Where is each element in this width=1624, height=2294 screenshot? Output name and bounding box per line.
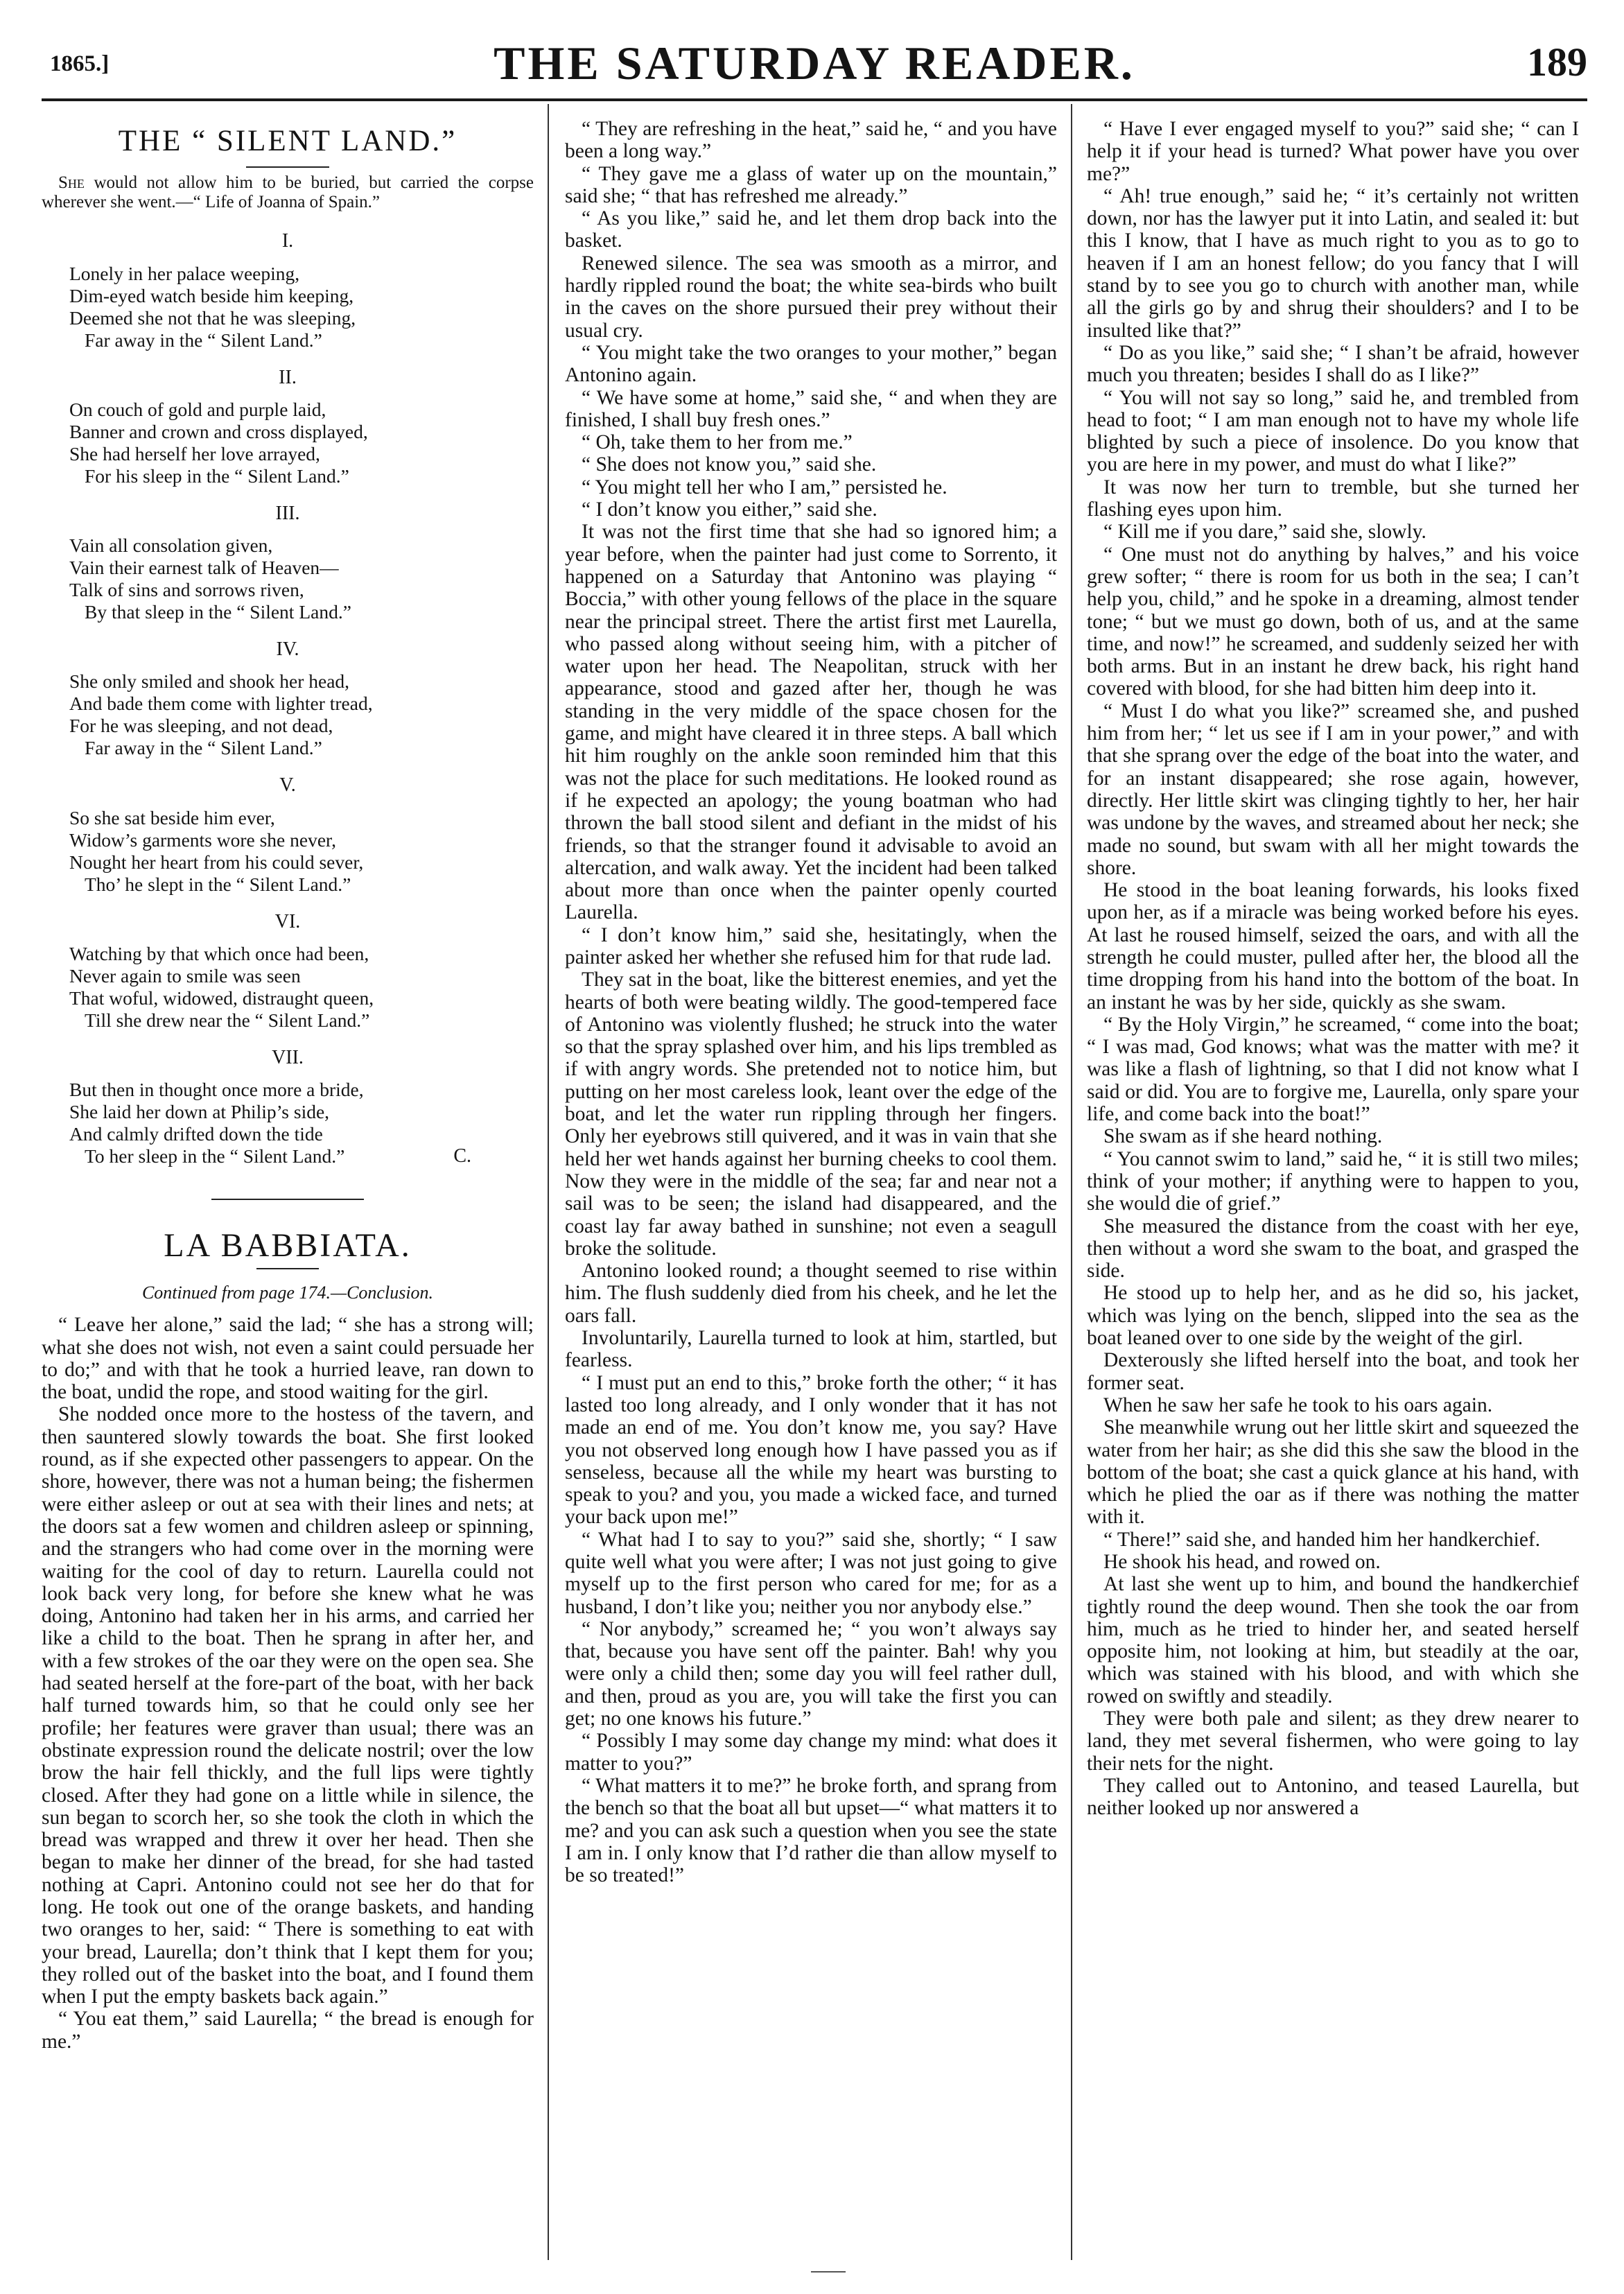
story-body-col2: [565, 118, 1057, 1886]
story-paragraph: “ We have some at home,” said she, “ and when they are finished, I shall buy fresh ones.”: [565, 386, 1057, 431]
poem-line: That woful, widowed, distraught queen,: [69, 987, 374, 1009]
poem-line: For his sleep in the “ Silent Land.”: [85, 464, 349, 487]
poem-line: Tho’ he slept in the “ Silent Land.”: [85, 873, 351, 895]
poem-line: Nought her heart from his could sever,: [69, 851, 364, 873]
story-paragraph: It was now her turn to tremble, but she turned her flashing eyes upon him.: [1087, 476, 1579, 521]
header-rule: [42, 98, 1587, 101]
column-2: [565, 118, 1057, 2274]
poem-stanzas: [42, 230, 534, 1167]
story-paragraph: “ She does not know you,” said she.: [582, 453, 877, 476]
story-paragraph: “ I don’t know him,” said she, hesitatingly, when the painter asked her whether she refused him for that rude lad.: [565, 923, 1057, 968]
poem-line: Vain their earnest talk of Heaven—: [69, 557, 339, 579]
story-paragraph: “ Nor anybody,” screamed he; “ you won’t always say that, because you have sent off the painter. Bah! why you were only a child then; some day you will feel rather dull, and then, proud as you are, you will take the first you can get; no one knows his future.”: [565, 1617, 1057, 1730]
poem-line: Deemed she not that he was sleeping,: [69, 306, 356, 329]
story-paragraph: He stood in the boat leaning forwards, his looks fixed upon her, as if a miracle was being worked before his eyes. At last he roused himself, seized the oars, and with all the strength he could muster, pulled after her, the blood all the time dropping from his hand into the bottom of the boat. In an instant he was by her side, quickly as she swam.: [1087, 879, 1579, 1014]
story-paragraph: Dexterously she lifted herself into the boat, and took her former seat.: [1087, 1349, 1579, 1394]
poem-line: To her sleep in the “ Silent Land.”: [85, 1145, 345, 1167]
poem-line: Far away in the “ Silent Land.”: [85, 329, 322, 351]
story-paragraph: “ You eat them,” said Laurella; “ the bread is enough for me.”: [42, 2008, 534, 2053]
story-body-col1: [42, 1314, 534, 2053]
story-paragraph: “ They gave me a glass of water up on the mountain,” said she; “ that has refreshed me already.”: [565, 162, 1057, 207]
story-paragraph: “ What matters it to me?” he broke forth, and sprang from the bench so that the boat all but upset—“ what matters it to me? and you can ask such a question when you see the state I am in. I only know that I’d rather die than allow myself to be so treated!”: [565, 1774, 1057, 1887]
section-rule: [211, 1199, 364, 1200]
story-paragraph: At last she went up to him, and bound the handkerchief tightly round the deep wound. Then she took the oar from him, much as he tried to hinder her, and seated herself opposite him, not looking at him, but steadily at the oar, which was stained with his blood, and with which she rowed on swiftly and steadily.: [1087, 1573, 1579, 1708]
story-paragraph: “ Do as you like,” said she; “ I shan’t be afraid, however much you threaten; besides I shall do as I like?”: [1087, 341, 1579, 387]
story-paragraph: She measured the distance from the coast with her eye, then without a word she swam to the boat, and grasped the side.: [1087, 1215, 1579, 1283]
poem-line: For he was sleeping, and not dead,: [69, 715, 333, 737]
stanza-numeral: I.: [281, 230, 294, 252]
stanza: [42, 670, 534, 759]
stanza-numeral: IV.: [276, 638, 299, 661]
story-paragraph: Involuntarily, Laurella turned to look at him, startled, but fearless.: [565, 1327, 1057, 1372]
story-title: LA BABBIATA.: [164, 1226, 412, 1264]
story-paragraph: “ As you like,” said he, and let them drop back into the basket.: [565, 207, 1057, 252]
story-paragraph: She meanwhile wrung out her little skirt and squeezed the water from her hair; as she did this she saw the blood in the bottom of the boat; she cast a quick glance at his hand, with which he plied the oar as if there was nothing the matter with it.: [1087, 1416, 1579, 1529]
page-header: [42, 33, 1587, 99]
story-paragraph: “ I must put an end to this,” broke forth the other; “ it has lasted too long already, and I only wonder that it has not made an end of me. You don’t know me, you say? Have you not observed long enough how I have passed you as if senseless, because all the while my heart was bursting to speak to you? and you, you made a wicked face, and turned your back upon me!”: [565, 1371, 1057, 1529]
header-year: 1865.]: [50, 51, 110, 76]
poem-line: She laid her down at Philip’s side,: [69, 1101, 330, 1123]
story-paragraph: She nodded once more to the hostess of the tavern, and then sauntered slowly towards the boat. She first looked round, as if she expected other passengers to appear. On the shore, however, there was not a human being; the fishermen were either asleep or out at sea with their lines and nets; at the doors sat a few women and children asleep or spinning, and the strangers who had come over in the morning were waiting for the cool of day to return. Laurella could not look back very long, for before she knew what he was doing, Antonino had taken her in his arms, and carried her like a child to the boat. Then he sprang in after her, and with a few strokes of the oar they were on the open sea. She had seated herself at the fore-part of the boat, with her back half turned towards him, so that he could only see her profile; her features were graver than usual; there was an obstinate expression round the delicate nostril; over the low brow the hair fell thickly, and the full lips were tightly closed. After they had gone on a little while in silence, the sun began to scorch her, so she took the cloth in which the bread was wrapped and threw it over her head. Then she began to make her dinner of the bread, for she had tasted nothing at Capri. Antonino could not see her do that for long. He took out one of the orange baskets, and handing two oranges to her, said: “ There is something to eat with your bread, Laurella; don’t think that I kept them for you; they rolled out of the basket into the boat, and I found them when I put the empty baskets back again.”: [42, 1403, 534, 2008]
poem-signature: C.: [453, 1145, 471, 1167]
poem-title: THE “ SILENT LAND.”: [118, 125, 457, 157]
title-rule: [246, 166, 329, 168]
story-paragraph: He shook his head, and rowed on.: [1103, 1551, 1381, 1573]
story-paragraph: “ By the Holy Virgin,” he screamed, “ come into the boat; “ I was mad, God knows; what was the matter with me? it was like a flash of lightning, so that I did not know what I said or did. You are to forgive me, Laurella, only spare your life, and come back into the boat!”: [1087, 1013, 1579, 1126]
stanza-numeral: II.: [279, 366, 297, 388]
masthead-title: THE SATURDAY READER.: [494, 37, 1135, 89]
poem-line: But then in thought once more a bride,: [69, 1079, 364, 1101]
story-paragraph: “ Have I ever engaged myself to you?” said she; “ can I help it if your head is turned? What power have you over me?”: [1087, 118, 1579, 185]
story-paragraph: They sat in the boat, like the bitterest enemies, and yet the hearts of both were beating wildly. The good-tempered face of Antonino was violently flushed; he struck into the water so that the spray splashed over him, and his lips trembled as if with angry words. She pretended not to notice him, but putting on her most careless look, leant over the edge of the boat, and let the water run rippling through her fingers. Only her eyebrows still quivered, and it was in vain that she held her wet hands against her burning cheeks to cool them. Now they were in the middle of the sea; far and near not a sail was to be seen; the island had disappeared, and the coast lay far away bathed in sunshine; not even a seagull broke the solitude.: [565, 968, 1057, 1260]
epigraph-first-word: She: [58, 173, 85, 193]
story-paragraph: “ You will not say so long,” said he, and trembled from head to foot; “ I am man enough not to have my whole life blighted by such a piece of insolence. Do you know that you are here in my power, and must do what I like?”: [1087, 386, 1579, 476]
poem-line: And bade them come with lighter tread,: [69, 693, 373, 715]
poem-line: Vain all consolation given,: [69, 535, 273, 557]
stanza-numeral: VII.: [272, 1047, 304, 1069]
story-paragraph: It was not the first time that she had so ignored him; a year before, when the painter had just come to Sorrento, it happened on a Saturday that Antonino was playing “ Boccia,” with other young fellows of the place in the square near the principal street. There the artist first met Laurella, who passed along without seeing him, with a pitcher of water upon her head. The Neapolitan, struck with her appearance, stood and gazed after her, though he was standing in the very middle of the space chosen for the game, and might have cleared it in three steps. A ball which hit him roughly on the ankle soon reminded him that this was not the place for such meditations. He looked round as if he expected an apology; the young boatman who had thrown the ball stood silent and defiant in the midst of his friends, so that the stranger found it advisable to avoid an altercation, and walk away. Yet the incident had been talked about more than once when the painter openly courted Laurella.: [565, 521, 1057, 924]
epigraph-text: would not allow him to be buried, but carried the corpse wherever she went.—“ Life of Joanna of Spain.”: [42, 173, 534, 212]
poem-line: Lonely in her palace weeping,: [69, 262, 300, 284]
story-paragraph: “ You might tell her who I am,” persisted he.: [582, 476, 948, 498]
poem-line: She only smiled and shook her head,: [69, 670, 350, 693]
story-paragraph: “ Must I do what you like?” screamed she, and pushed him from her; “ let us see if I am in your power,” and with that she sprang over the edge of the boat into the water, and for an instant disappeared; she rose again, however, directly. Her little skirt was clinging tightly to her, her hair was undone by the waves, and streamed about her neck; she made no sound, but swam with all her might towards the shore.: [1087, 700, 1579, 879]
poem-line: So she sat beside him ever,: [69, 806, 275, 828]
story-paragraph: “ Kill me if you dare,” said she, slowly.: [1103, 521, 1426, 544]
page-number: 189: [1527, 40, 1587, 85]
story-paragraph: He stood up to help her, and as he did so, his jacket, which was lying on the bench, slipped into the sea as the boat leaned over to one side by the weight of the girl.: [1087, 1282, 1579, 1350]
story-paragraph: “ Possibly I may some day change my mind: what does it matter to you?”: [565, 1730, 1057, 1775]
story-paragraph: “ Ah! true enough,” said he; “ it’s certainly not written down, nor has the lawyer put it into Latin, and sealed it: but this I know, that I have as much right to you as to go to heaven if I am an honest fellow; do you fancy that I will stand by to see you go to church with another man, while all the girls go by and shrug their shoulders? and I to be insulted like that?”: [1087, 184, 1579, 342]
continued-note: Continued from page 174.—Conclusion.: [141, 1282, 434, 1303]
story-paragraph: “ They are refreshing in the heat,” said he, “ and you have been a long way.”: [565, 118, 1057, 163]
footer-mark: [811, 2271, 846, 2273]
column-1: [42, 118, 534, 2274]
poem-epigraph: [42, 173, 534, 212]
column-divider: [1071, 104, 1072, 2260]
story-paragraph: Antonino looked round; a thought seemed to rise within him. The flush suddenly died from his cheek, and he let the oars fall.: [565, 1260, 1057, 1327]
column-divider: [548, 104, 549, 2260]
story-paragraph: “ One must not do anything by halves,” and his voice grew softer; “ there is room for us both in the sea; I can’t help you, child,” and he spoke in a dreaming, almost tender tone; “ but we must go down, both of us, and at the same time, and now!” he screamed, and suddenly seized her with both arms. But in an instant he drew back, his right hand covered with blood, for she had bitten him deep into it.: [1087, 543, 1579, 700]
story-body-col3: [1087, 118, 1579, 1820]
poem-line: She had herself her love arrayed,: [69, 442, 320, 464]
poem-line: Far away in the “ Silent Land.”: [85, 737, 322, 759]
story-title-rule: [256, 1268, 319, 1269]
poem-line: And calmly drifted down the tide: [69, 1123, 323, 1145]
stanza: [42, 399, 534, 487]
stanza: [42, 943, 534, 1032]
stanza: [42, 263, 534, 351]
story-paragraph: They were both pale and silent; as they drew nearer to land, they met several fishermen, who were going to lay their nets for the night.: [1087, 1708, 1579, 1775]
stanza-numeral: VI.: [274, 910, 301, 932]
stanza: [42, 535, 534, 623]
story-paragraph: “ What had I to say to you?” said she, shortly; “ I saw quite well what you were after; I was not just going to give myself up to the first person who cared for me; for as a husband, I don’t like you; neither you nor anybody else.”: [565, 1528, 1057, 1618]
story-paragraph: They called out to Antonino, and teased Laurella, but neither looked up nor answered a: [1087, 1774, 1579, 1820]
poem-line: Dim-eyed watch beside him keeping,: [69, 284, 354, 306]
poem-line: Talk of sins and sorrows riven,: [69, 579, 304, 601]
poem-line: Never again to smile was seen: [69, 965, 301, 987]
story-paragraph: “ Leave her alone,” said the lad; “ she has a strong will; what she does not wish, not even a saint could persuade her to do;” and with that he took a hurried leave, ran down to the boat, undid the rope, and stood waiting for the girl.: [42, 1314, 534, 1404]
stanza-numeral: V.: [279, 774, 296, 797]
poem-line: Watching by that which once had been,: [69, 943, 369, 965]
poem-line: Banner and crown and cross displayed,: [69, 420, 368, 442]
poem-line: Widow’s garments wore she never,: [69, 828, 336, 851]
story-paragraph: “ You cannot swim to land,” said he, “ it is still two miles; think of your mother; if anything were to happen to you, she would die of grief.”: [1087, 1147, 1579, 1215]
poem-line: Till she drew near the “ Silent Land.”: [85, 1009, 370, 1032]
column-3: [1087, 118, 1579, 2274]
story-paragraph: Renewed silence. The sea was smooth as a mirror, and hardly rippled round the boat; the white sea-birds who built in the caves on the shore pursued their prey without their usual cry.: [565, 252, 1057, 342]
story-paragraph: “ There!” said she, and handed him her handkerchief.: [1103, 1528, 1541, 1551]
story-paragraph: “ You might take the two oranges to your mother,” began Antonino again.: [565, 341, 1057, 387]
story-paragraph: “ I don’t know you either,” said she.: [582, 498, 878, 521]
poem-line: On couch of gold and purple laid,: [69, 398, 326, 420]
story-paragraph: When he saw her safe he took to his oars again.: [1103, 1393, 1493, 1416]
story-paragraph: “ Oh, take them to her from me.”: [582, 431, 853, 454]
stanza-numeral: III.: [275, 502, 300, 524]
stanza: [42, 807, 534, 896]
story-paragraph: She swam as if she heard nothing.: [1103, 1125, 1383, 1148]
poem-line: By that sleep in the “ Silent Land.”: [85, 601, 351, 623]
